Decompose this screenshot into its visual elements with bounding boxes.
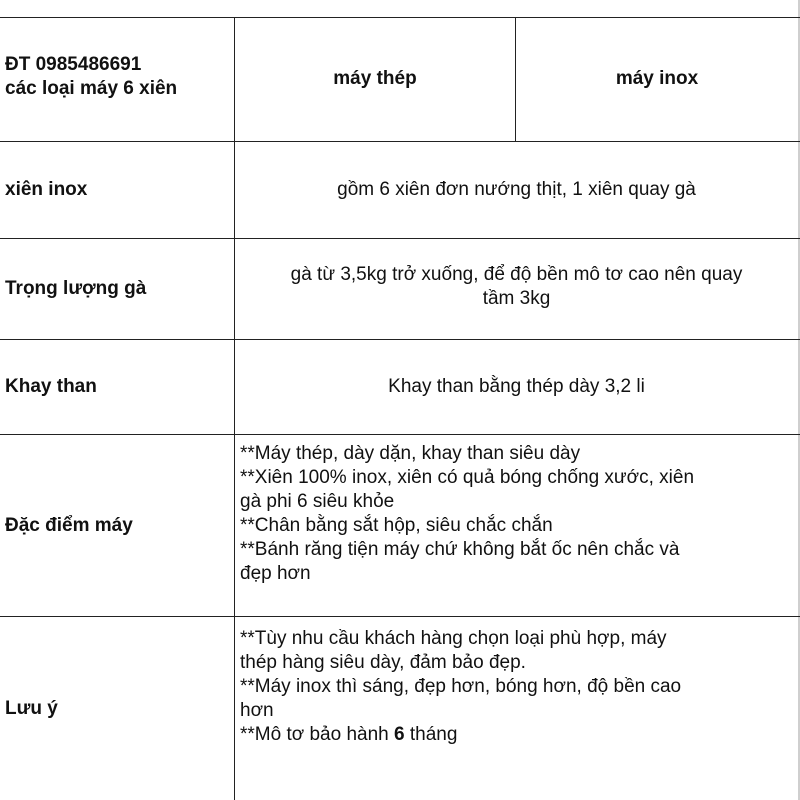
column-header-steel: máy thép [333, 68, 417, 89]
note-line: hơn [240, 700, 274, 721]
features-line: đẹp hơn [240, 563, 311, 584]
row-label-skewer: xiên inox [5, 179, 88, 200]
column-header-inox: máy inox [615, 68, 699, 89]
weight-line-2: tầm 3kg [482, 288, 551, 309]
row-value-weight [235, 239, 798, 339]
features-line: **Chân bằng sắt hộp, siêu chắc chắn [240, 515, 553, 536]
row-label-features: Đặc điểm máy [5, 514, 133, 536]
row-label-note: Lưu ý [5, 697, 58, 719]
note-line: **Máy inox thì sáng, đẹp hơn, bóng hơn, độ bền cao [240, 676, 682, 697]
note-line: thép hàng siêu dày, đảm bảo đẹp. [240, 652, 526, 673]
row-value-tray: Khay than bằng thép dày 3,2 li [388, 376, 645, 397]
row-label-tray: Khay than [5, 376, 97, 397]
header-title-cell [0, 17, 234, 141]
row-value-skewer: gồm 6 xiên đơn nướng thịt, 1 xiên quay gà [337, 179, 696, 200]
warranty-suffix: tháng [404, 724, 458, 745]
row-value-note [235, 617, 798, 800]
subtitle-line: các loại máy 6 xiên [5, 78, 178, 99]
row-label-weight: Trọng lượng gà [5, 278, 147, 299]
warranty-line [240, 723, 790, 747]
warranty-months: 6 [394, 724, 405, 745]
note-line: **Tùy nhu cầu khách hàng chọn loại phù hợp, máy [240, 628, 667, 649]
row-value-features [235, 435, 798, 616]
features-line: **Bánh răng tiện máy chứ không bắt ốc nên chắc và [240, 539, 680, 560]
features-line: gà phi 6 siêu khỏe [240, 491, 395, 512]
features-line: **Máy thép, dày dặn, khay than siêu dày [240, 443, 581, 464]
weight-line-1: gà từ 3,5kg trở xuống, để độ bền mô tơ cao nên quay [290, 264, 743, 285]
features-line: **Xiên 100% inox, xiên có quả bóng chống xước, xiên [240, 467, 695, 488]
warranty-prefix: **Mô tơ bảo hành [240, 724, 395, 745]
contact-line: ĐT 0985486691 [5, 54, 142, 75]
